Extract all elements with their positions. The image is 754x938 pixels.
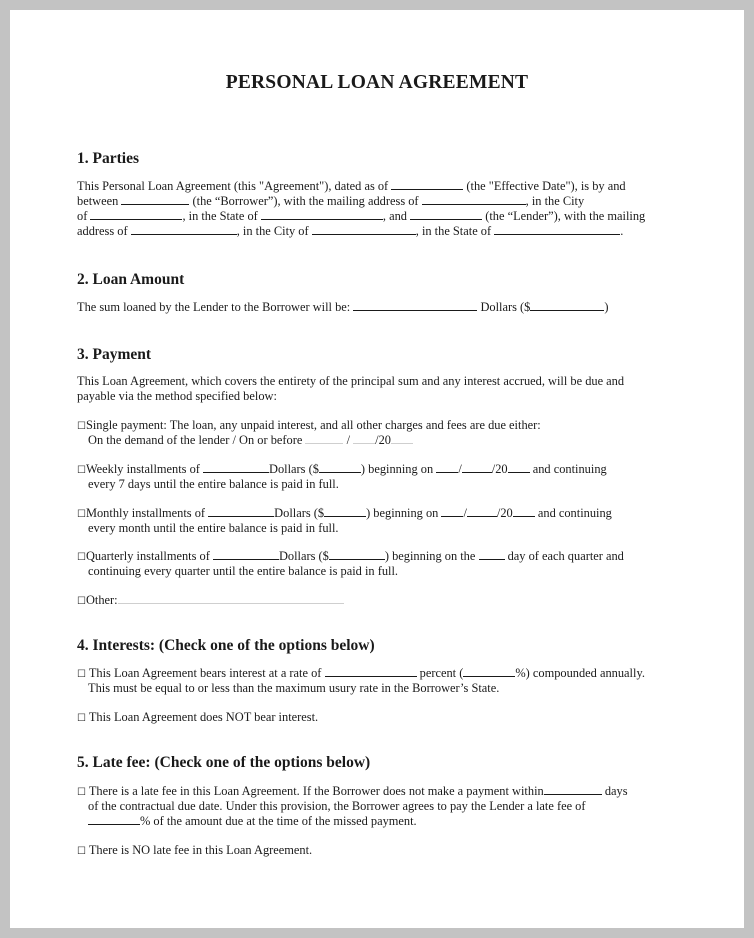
no-interest-checkbox[interactable]: ☐ [77, 713, 86, 724]
payment-intro-line-1: This Loan Agreement, which covers the entirety of the principal sum and any interest accrued, will be due and [77, 374, 625, 388]
lender-city-field[interactable] [312, 224, 416, 235]
monthly-installments-option[interactable]: ☐Monthly installments of Dollars ($ ) beginning on / /20 and continuing [77, 506, 612, 520]
monthly-start-year-field[interactable] [513, 506, 535, 517]
parties-line-4: address of , in the City of , in the State of . [77, 224, 624, 238]
quarterly-amount-words-field[interactable] [213, 549, 279, 560]
quarterly-installments-option[interactable]: ☐Quarterly installments of Dollars ($ ) beginning on the day of each quarter and [77, 549, 624, 563]
interest-option-1[interactable]: ☐ This Loan Agreement bears interest at a rate of percent ( %) compounded annually. [77, 666, 645, 680]
document-title: PERSONAL LOAN AGREEMENT [225, 72, 529, 93]
loan-amount-number-field[interactable] [530, 300, 604, 311]
late-fee-option-1-line-3: % of the amount due at the time of the missed payment. [88, 814, 417, 829]
weekly-installments-option[interactable]: ☐Weekly installments of Dollars ($ ) beginning on / /20 and continuing [77, 462, 607, 476]
late-fee-option-1-line-2: of the contractual due date. Under this provision, the Borrower agrees to pay the Lender a late fee of [88, 799, 586, 813]
weekly-start-year-field[interactable] [508, 462, 530, 473]
monthly-amount-words-field[interactable] [208, 506, 274, 517]
lender-address-field[interactable] [131, 224, 237, 235]
other-payment-option[interactable]: ☐Other: [77, 593, 344, 610]
quarterly-installments-checkbox[interactable]: ☐ [77, 552, 86, 563]
document-page [10, 10, 744, 928]
interest-bearing-checkbox[interactable]: ☐ [77, 669, 86, 680]
interest-rate-words-field[interactable] [325, 666, 417, 677]
monthly-amount-number-field[interactable] [324, 506, 366, 517]
borrower-name-field[interactable] [121, 194, 189, 205]
weekly-amount-number-field[interactable] [319, 462, 361, 473]
monthly-installments-line-2: every month until the entire balance is paid in full. [88, 521, 339, 535]
single-payment-checkbox[interactable]: ☐ [77, 421, 86, 432]
late-fee-option-1[interactable]: ☐ There is a late fee in this Loan Agreement. If the Borrower does not make a payment within days [77, 784, 628, 798]
single-payment-day-field[interactable] [353, 433, 375, 444]
late-fee-option-2[interactable]: ☐ There is NO late fee in this Loan Agreement. [77, 843, 313, 857]
section-parties-heading: 1. Parties [77, 150, 139, 167]
other-payment-checkbox[interactable]: ☐ [77, 596, 86, 607]
weekly-installments-line-2: every 7 days until the entire balance is paid in full. [88, 477, 339, 491]
weekly-start-day-field[interactable] [462, 462, 492, 473]
weekly-start-month-field[interactable] [436, 462, 458, 473]
section-loan-amount-heading: 2. Loan Amount [77, 271, 185, 288]
borrower-city-field[interactable] [90, 209, 182, 220]
single-payment-option[interactable]: ☐Single payment: The loan, any unpaid interest, and all other charges and fees are due either: [77, 418, 541, 432]
quarterly-installments-line-2: continuing every quarter until the entire balance is paid in full. [88, 564, 399, 578]
interest-option-1-line-2: This must be equal to or less than the maximum usury rate in the Borrower’s State. [88, 681, 500, 695]
loan-amount-words-field[interactable] [353, 300, 477, 311]
quarterly-day-field[interactable] [479, 549, 505, 560]
interest-rate-number-field[interactable] [463, 666, 515, 677]
lender-name-field[interactable] [410, 209, 482, 220]
quarterly-amount-number-field[interactable] [329, 549, 385, 560]
section-payment-heading: 3. Payment [77, 346, 152, 363]
borrower-address-field[interactable] [422, 194, 526, 205]
monthly-installments-checkbox[interactable]: ☐ [77, 509, 86, 520]
late-fee-checkbox[interactable]: ☐ [77, 787, 86, 798]
single-payment-year-field[interactable] [391, 433, 413, 444]
parties-line-2: between (the “Borrower”), with the mailing address of , in the City [77, 194, 585, 208]
other-payment-field[interactable] [118, 593, 344, 604]
section-late-fee-heading: 5. Late fee: (Check one of the options below) [77, 754, 371, 771]
late-fee-percent-field[interactable] [88, 814, 140, 825]
late-fee-days-field[interactable] [544, 784, 602, 795]
loan-amount-line: The sum loaned by the Lender to the Borrower will be: Dollars ($ ) [77, 300, 609, 314]
no-late-fee-checkbox[interactable]: ☐ [77, 846, 86, 857]
parties-line-1: This Personal Loan Agreement (this "Agreement"), dated as of (the "Effective Date"), is by and [77, 179, 626, 193]
payment-intro-line-2: payable via the method specified below: [77, 389, 277, 403]
borrower-state-field[interactable] [261, 209, 383, 220]
interest-option-2[interactable]: ☐ This Loan Agreement does NOT bear interest. [77, 710, 319, 724]
single-payment-month-field[interactable] [305, 433, 343, 444]
monthly-start-day-field[interactable] [467, 506, 497, 517]
monthly-start-month-field[interactable] [441, 506, 463, 517]
effective-date-field[interactable] [391, 179, 463, 190]
weekly-amount-words-field[interactable] [203, 462, 269, 473]
section-interests-heading: 4. Interests: (Check one of the options below) [77, 637, 375, 654]
single-payment-date-line: On the demand of the lender / On or before / /20 [88, 433, 413, 448]
weekly-installments-checkbox[interactable]: ☐ [77, 465, 86, 476]
lender-state-field[interactable] [494, 224, 620, 235]
parties-line-3: of , in the State of , and (the “Lender”), with the mailing [77, 209, 646, 223]
